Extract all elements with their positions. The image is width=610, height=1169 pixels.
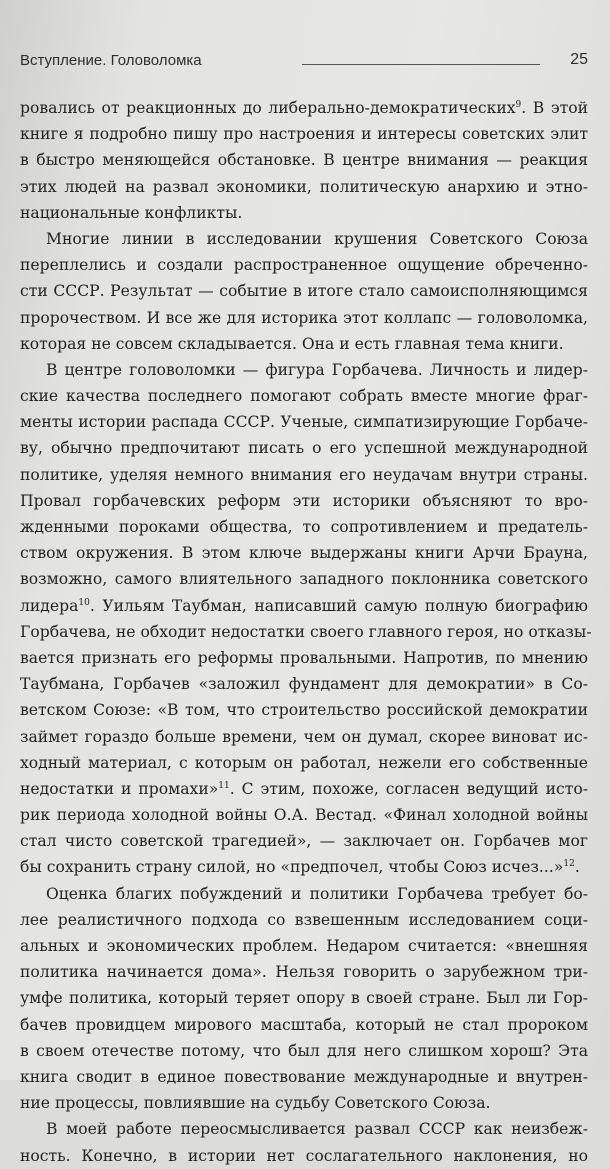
text-line-content: рик периода холодной войны О.А. Вестад. «Финал холодной войны — [20, 806, 588, 825]
text-line — [20, 252, 588, 278]
page-header — [20, 52, 590, 74]
text-line-content: В центре головоломки — фигура Горбачева. Личность и лидер- — [46, 360, 588, 379]
running-head: Вступление. Головоломка — [20, 52, 202, 69]
text-line — [20, 593, 588, 619]
text-line — [20, 959, 588, 985]
footnote-marker[interactable]: 11 — [218, 780, 230, 791]
text-line — [20, 1064, 588, 1090]
text-line — [20, 305, 588, 331]
text-line — [20, 802, 588, 828]
text-line — [20, 435, 588, 461]
text-line-content: в быстро меняющейся обстановке. В центре внимания — реакция — [20, 151, 588, 170]
text-line — [20, 619, 592, 645]
text-line-content: этих людей на развал экономики, политическую анархию и этно- — [20, 177, 588, 196]
text-line — [20, 95, 588, 121]
text-line-content: Провал горбачевских реформ эти историки объясняют то вро- — [20, 491, 588, 510]
footnote-marker[interactable]: 10 — [78, 597, 90, 608]
text-line-continuation: . В этой — [521, 99, 588, 117]
text-line — [20, 671, 588, 697]
text-line — [20, 985, 588, 1011]
text-line-content: жденными пороками общества, то сопротивлением и предатель- — [20, 518, 588, 536]
text-line — [20, 645, 588, 671]
text-line-content: В моей работе переосмысливается развал СССР как неизбеж- — [46, 1120, 588, 1139]
text-line — [20, 854, 588, 880]
text-line — [20, 147, 588, 173]
text-line-content: которая не совсем складывается. Она и есть главная тема книги. — [20, 334, 564, 353]
text-line-content: стал чисто советской трагедией», — заключает он. Горбачев мог — [20, 832, 588, 851]
text-line — [20, 907, 588, 933]
text-line-content: сти СССР. Результат — событие в итоге стало самоисполняющимся — [20, 282, 588, 301]
body-text — [20, 95, 592, 1169]
text-line-content: политике, уделяя немного внимания его неудачам внутри страны. — [20, 465, 588, 484]
text-line-content: ровались от реакционных до либерально-демократических — [20, 99, 516, 117]
text-line-content: займет гораздо больше времени, чем он думал, скорее виноват ис- — [20, 727, 588, 746]
text-line-continuation: . — [574, 858, 580, 877]
text-line-content: бы сохранить страну силой, но «предпочел, чтобы Союз исчез...» — [20, 858, 564, 877]
text-line-content: ские качества последнего помогают собрать вместе многие фраг- — [20, 387, 588, 406]
text-line-continuation: . С этим, похоже, согласен ведущий исто- — [229, 779, 588, 798]
text-line — [20, 200, 588, 226]
text-line — [20, 1116, 588, 1142]
text-line — [20, 331, 588, 357]
text-line — [20, 540, 588, 566]
text-line — [20, 724, 588, 750]
text-line-content: книге я подробно пишу про настроения и интересы советских элит — [20, 125, 588, 144]
text-line-content: политика начинается дома». Нельзя говорить о зарубежном три- — [20, 963, 588, 982]
text-line-content: переплелись и создали распространенное ощущение обреченно- — [20, 256, 588, 275]
text-line — [20, 278, 588, 304]
text-line — [20, 383, 588, 409]
text-line — [20, 488, 588, 514]
text-line-content: Многие линии в исследовании крушения Советского Союза — [46, 229, 588, 248]
text-line-continuation: . Уильям Таубман, написавший самую полную биографию — [89, 596, 588, 615]
text-line-content: Таубмана, Горбачев «заложил фундамент для демократии» в Со- — [20, 675, 588, 694]
text-line — [20, 1143, 588, 1169]
text-line-content: недостатки и промахи» — [20, 779, 219, 798]
text-line-content: ву, обычно предпочитают писать о его успешной международной — [20, 439, 588, 458]
text-line-content: вается признать его реформы провальными. Напротив, по мнению — [20, 648, 588, 667]
text-line-content: ством окружения. В этом ключе выдержаны книги Арчи Брауна, — [20, 544, 588, 563]
text-line-content: ность. Конечно, в истории нет сослагательного наклонения, но — [20, 1146, 588, 1165]
footnote-marker[interactable]: 12 — [563, 859, 575, 870]
footnote-marker[interactable]: 9 — [515, 100, 522, 110]
text-line-content: книга сводит в единое повествование международные и внутрен- — [20, 1067, 588, 1086]
text-line-content: в своем отечестве потому, что был для него слишком хорош? Эта — [20, 1041, 588, 1060]
text-line — [20, 697, 588, 723]
text-line-content: ветском Союзе: «В том, что строительство российской демократии — [20, 701, 588, 720]
text-line — [20, 514, 588, 540]
header-rule — [302, 64, 540, 65]
text-line — [20, 1012, 588, 1038]
text-line — [20, 828, 588, 854]
text-line — [20, 1038, 588, 1064]
text-line — [20, 357, 588, 383]
text-line-content: пророчеством. И все же для историка этот коллапс — головоломка, — [20, 308, 588, 327]
text-line-content: менты истории распада СССР. Ученые, симпатизирующие Горбаче- — [20, 413, 588, 432]
text-line-content: лее реалистичного подхода со взвешенным исследованием соци- — [20, 910, 588, 929]
page-number: 25 — [570, 51, 588, 68]
text-line — [20, 750, 588, 776]
text-line-content: бачев провидцем мирового масштаба, который не стал пророком — [20, 1015, 588, 1034]
text-line-content: умфе политика, который теряет опору в своей стране. Был ли Гор- — [20, 989, 588, 1008]
text-line — [20, 121, 588, 147]
text-line — [20, 462, 588, 488]
text-line — [20, 1090, 588, 1116]
text-line-content: национальные конфликты. — [20, 203, 243, 222]
text-line — [20, 776, 588, 802]
text-line — [20, 409, 588, 435]
text-line-content: Оценка благих побуждений и политики Горбачева требует бо- — [46, 884, 588, 903]
text-line — [20, 566, 588, 592]
text-line-content: ходный материал, с которым он работал, нежели его собственные — [20, 753, 588, 772]
text-line — [20, 881, 588, 907]
text-line-content: альных и экономических проблем. Недаром считается: «внешняя — [20, 937, 588, 955]
text-line — [20, 933, 588, 959]
text-line-content: ние процессы, повлиявшие на судьбу Советского Союза. — [20, 1094, 491, 1113]
text-line-content: лидера — [20, 596, 79, 615]
text-line — [20, 174, 588, 200]
text-line-content: Горбачева, не обходит недостатки своего главного героя, но отказы- — [20, 622, 592, 641]
text-line — [20, 226, 588, 252]
text-line-content: возможно, самого влиятельного западного поклонника советского — [20, 570, 588, 589]
